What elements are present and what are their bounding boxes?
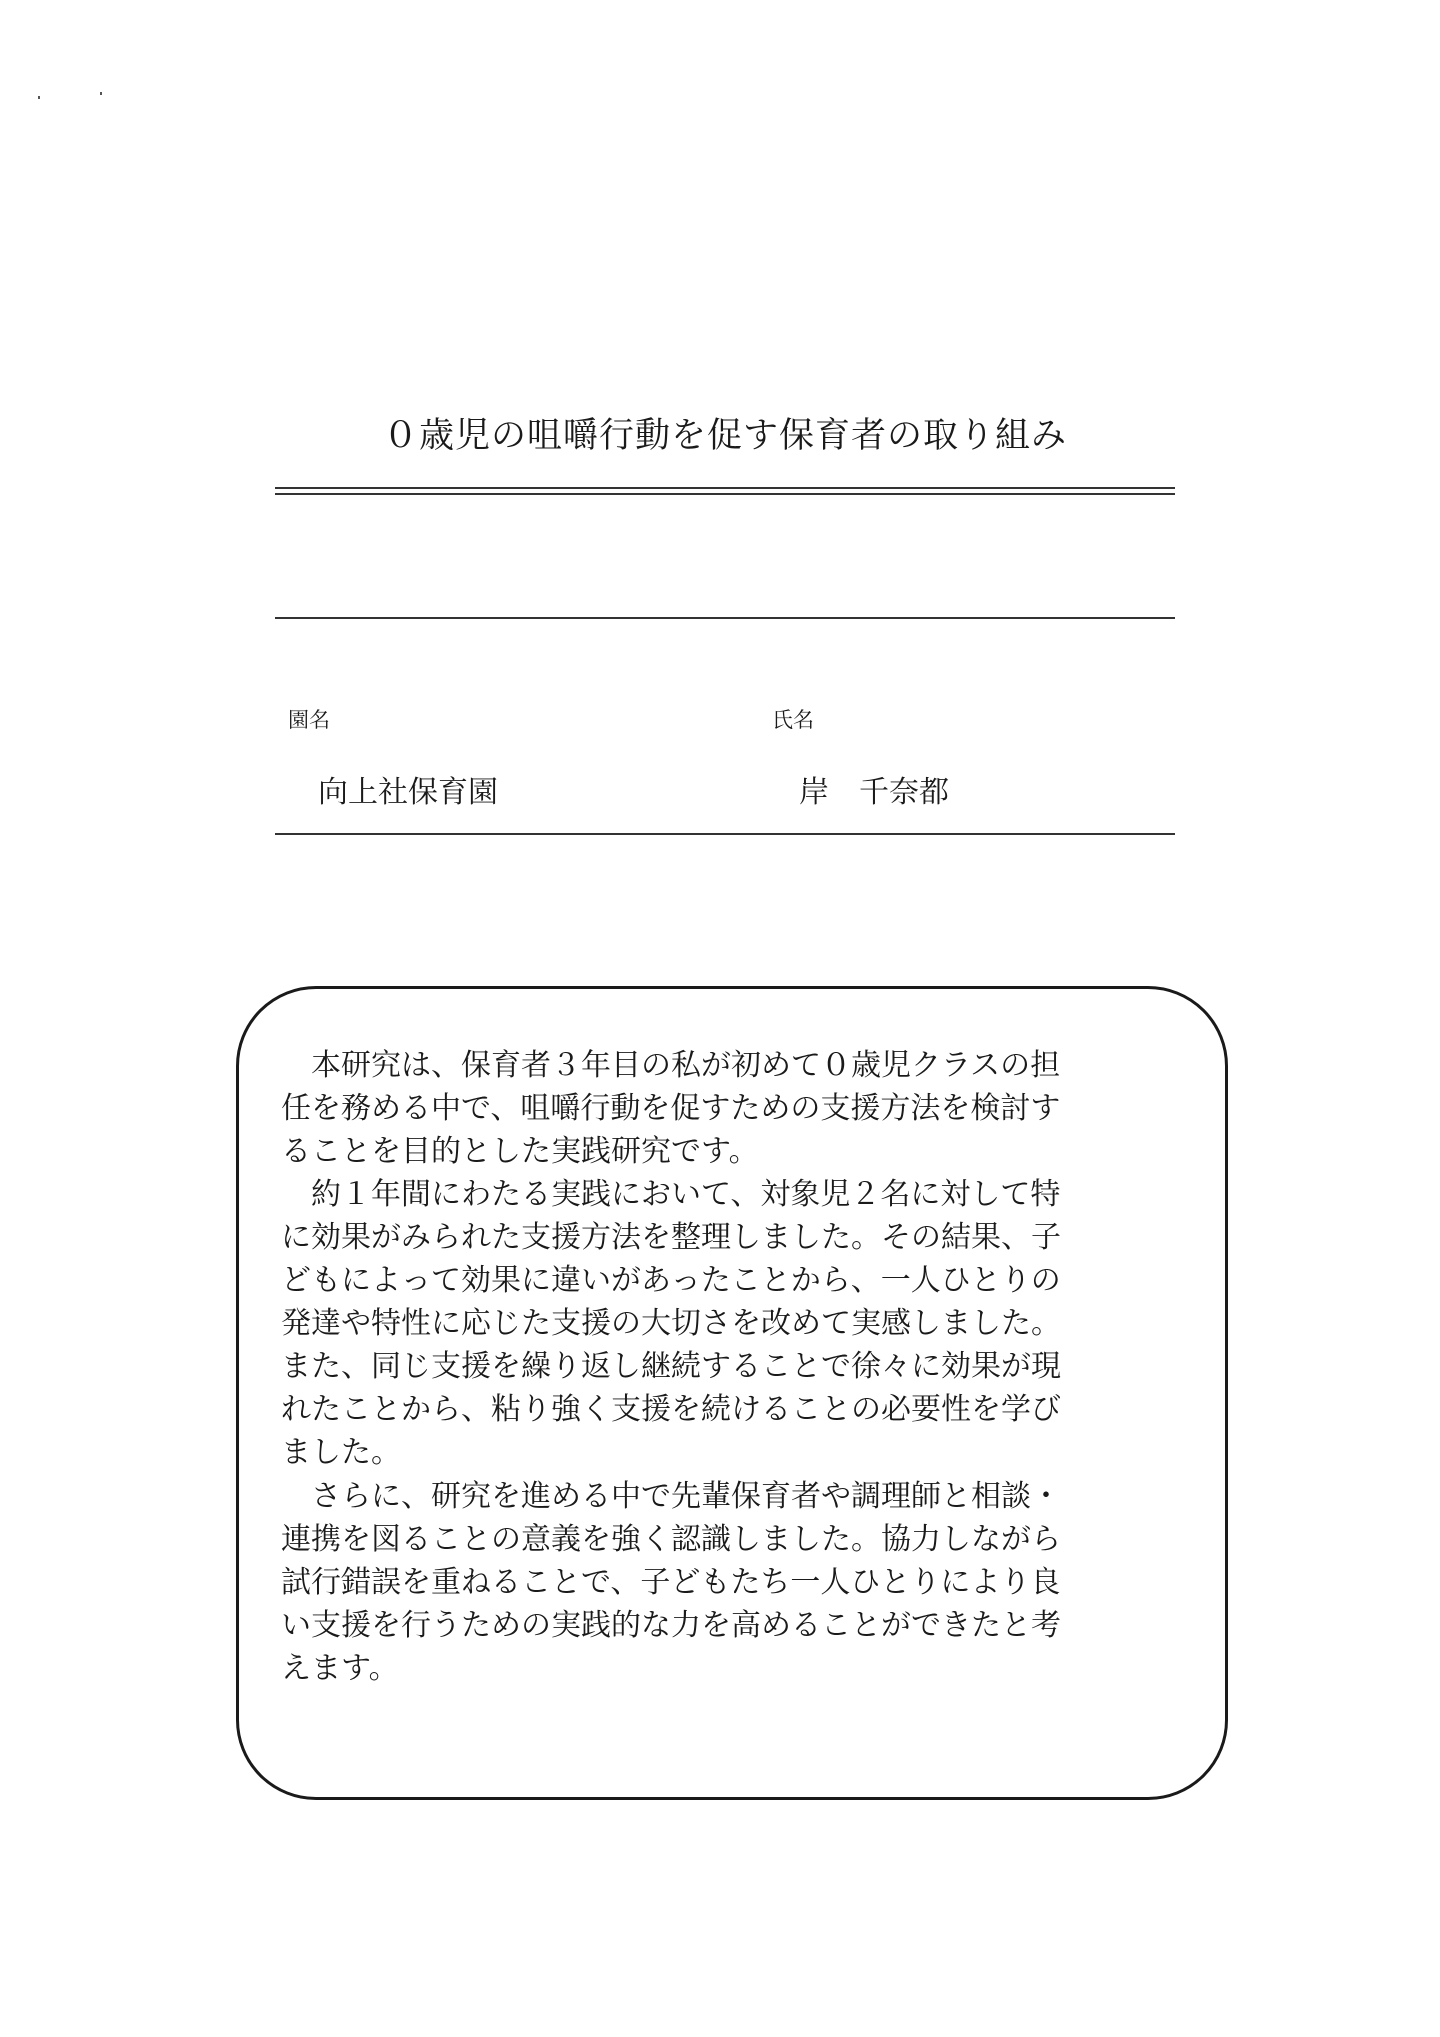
summary-line: えます。 — [281, 1651, 399, 1686]
summary-line: 約１年間にわたる実践において、対象児２名に対して特 — [311, 1177, 1061, 1212]
name-label: 氏名 — [772, 708, 814, 732]
summary-line: また、同じ支援を繰り返し継続することで徐々に効果が現 — [281, 1349, 1061, 1384]
en-label: 園名 — [288, 708, 330, 732]
summary-line: どもによって効果に違いがあったことから、一人ひとりの — [281, 1263, 1061, 1298]
summary-line: 発達や特性に応じた支援の大切さを改めて実感しました。 — [281, 1306, 1061, 1341]
summary-line: に効果がみられた支援方法を整理しました。その結果、子 — [281, 1220, 1061, 1255]
title-double-rule — [275, 487, 1175, 495]
summary-line: い支援を行うための実践的な力を高めることができたと考 — [281, 1608, 1061, 1643]
subtitle-rule — [275, 617, 1175, 619]
summary-line: 連携を図ることの意義を強く認識しました。協力しながら — [281, 1522, 1061, 1557]
summary-line: れたことから、粘り強く支援を続けることの必要性を学び — [281, 1392, 1061, 1427]
summary-paragraph-3 — [281, 1475, 1131, 1690]
summary-line: ることを目的とした実践研究です。 — [281, 1134, 759, 1169]
summary-line: ました。 — [281, 1435, 401, 1470]
summary-paragraph-2 — [281, 1173, 1131, 1474]
en-value: 向上社保育園 — [318, 775, 498, 810]
summary-line: 任を務める中で、咀嚼行動を促すための支援方法を検討す — [281, 1091, 1061, 1126]
scan-speck — [100, 92, 102, 95]
summary-line: さらに、研究を進める中で先輩保育者や調理師と相談・ — [311, 1479, 1061, 1514]
summary-line: 本研究は、保育者３年目の私が初めて０歳児クラスの担 — [311, 1048, 1061, 1083]
name-value: 岸 千奈都 — [799, 775, 949, 810]
scan-speck — [38, 96, 40, 99]
page-title: ０歳児の咀嚼行動を促す保育者の取り組み — [382, 416, 1067, 456]
summary-paragraph-1 — [281, 1044, 1131, 1173]
summary-line: 試行錯誤を重ねることで、子どもたち一人ひとりにより良 — [281, 1565, 1061, 1600]
name-row-rule — [275, 833, 1175, 835]
